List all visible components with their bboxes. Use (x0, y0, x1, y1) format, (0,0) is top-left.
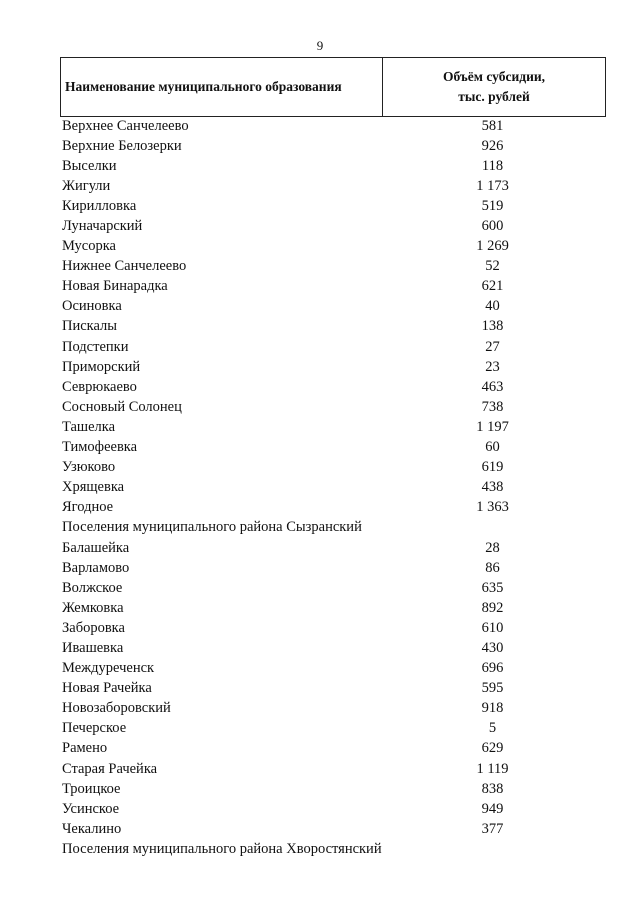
municipality-name: Чекалино (62, 820, 122, 837)
table-row (0, 699, 640, 719)
table-row (0, 337, 640, 357)
subsidy-value: 619 (481, 459, 504, 476)
subsidy-value: 1 119 (476, 760, 509, 777)
subsidy-value: 621 (481, 278, 504, 295)
section-heading-row (0, 518, 640, 538)
table-row (0, 779, 640, 799)
subsidy-value: 430 (481, 639, 504, 656)
municipality-name: Ягодное (62, 499, 114, 516)
table-row (0, 116, 640, 136)
subsidy-value: 438 (481, 479, 504, 496)
table-row (0, 156, 640, 176)
municipality-name: Кирилловка (62, 197, 137, 214)
table-row (0, 759, 640, 779)
value-column-header-line2: тыс. рублей (458, 89, 530, 104)
table-row (0, 196, 640, 216)
subsidy-value: 1 363 (476, 499, 509, 516)
subsidy-value: 610 (481, 619, 504, 636)
table-row (0, 659, 640, 679)
subsidy-value: 5 (488, 720, 497, 737)
municipality-name: Подстепки (62, 338, 129, 355)
subsidy-value: 838 (481, 780, 504, 797)
municipality-name: Междуреченск (62, 660, 155, 677)
table-row (0, 538, 640, 558)
municipality-name: Печерское (62, 720, 127, 737)
table-row (0, 598, 640, 618)
municipality-name: Осиновка (62, 298, 122, 315)
subsidy-value: 926 (481, 137, 504, 154)
subsidy-value: 635 (481, 579, 504, 596)
municipality-name: Узюково (62, 459, 116, 476)
subsidy-value: 519 (481, 197, 504, 214)
municipality-name: Ташелка (62, 418, 116, 435)
table-row (0, 216, 640, 236)
subsidy-value: 377 (481, 820, 504, 837)
subsidy-value: 86 (485, 559, 500, 576)
municipality-name: Поселения муниципального района Сызранский (62, 519, 362, 536)
municipality-name: Новозаборовский (62, 700, 171, 717)
table-row (0, 377, 640, 397)
table-row (0, 799, 640, 819)
municipality-name: Нижнее Санчелеево (62, 258, 187, 275)
municipality-name: Поселения муниципального района Хворостянский (62, 840, 382, 857)
municipality-name: Ивашевка (62, 639, 124, 656)
municipality-name: Верхние Белозерки (62, 137, 182, 154)
subsidy-value: 949 (481, 800, 504, 817)
subsidy-value: 40 (485, 298, 500, 315)
subsidy-value: 595 (481, 680, 504, 697)
municipality-name: Мусорка (62, 238, 116, 255)
table-header (60, 57, 606, 117)
section-heading-row (0, 839, 640, 859)
subsidy-value: 696 (481, 660, 504, 677)
table-row (0, 498, 640, 518)
subsidy-value: 1 197 (476, 418, 509, 435)
municipality-name: Севрюкаево (62, 378, 137, 395)
municipality-name: Пискалы (62, 318, 118, 335)
municipality-name: Балашейка (62, 539, 130, 556)
subsidy-value: 463 (481, 378, 504, 395)
table-row (0, 136, 640, 156)
table-row (0, 739, 640, 759)
municipality-name: Волжское (62, 579, 123, 596)
page-number: 9 (316, 38, 324, 53)
subsidy-value: 738 (481, 398, 504, 415)
municipality-name: Тимофеевка (62, 439, 138, 456)
subsidy-value: 629 (481, 740, 504, 757)
table-row (0, 176, 640, 196)
subsidy-value: 1 269 (476, 238, 509, 255)
name-column-header: Наименование муниципального образования (61, 58, 383, 116)
table-row (0, 417, 640, 437)
table-row (0, 478, 640, 498)
municipality-name: Заборовка (62, 619, 125, 636)
table-row (0, 578, 640, 598)
subsidy-value: 60 (485, 439, 500, 456)
table-body (0, 116, 640, 859)
table-row (0, 277, 640, 297)
subsidy-value: 52 (485, 258, 500, 275)
municipality-name: Троицкое (62, 780, 121, 797)
value-column-header (383, 58, 605, 116)
subsidy-value: 138 (481, 318, 504, 335)
subsidy-value: 27 (485, 338, 500, 355)
subsidy-value: 118 (481, 157, 504, 174)
table-row (0, 719, 640, 739)
subsidy-value: 23 (485, 358, 500, 375)
table-row (0, 618, 640, 638)
municipality-name: Жигули (62, 177, 111, 194)
municipality-name: Луначарский (62, 218, 143, 235)
subsidy-value: 28 (485, 539, 500, 556)
municipality-name: Варламово (62, 559, 130, 576)
table-row (0, 458, 640, 478)
municipality-name: Новая Рачейка (62, 680, 152, 697)
subsidy-value: 581 (481, 117, 504, 134)
table-row (0, 397, 640, 417)
table-row (0, 297, 640, 317)
municipality-name: Старая Рачейка (62, 760, 158, 777)
subsidy-value: 600 (481, 218, 504, 235)
table-row (0, 237, 640, 257)
municipality-name: Хрящевка (62, 479, 125, 496)
municipality-name: Усинское (62, 800, 120, 817)
subsidy-value: 1 173 (476, 177, 509, 194)
table-row (0, 558, 640, 578)
table-row (0, 438, 640, 458)
subsidy-value: 918 (481, 700, 504, 717)
table-row (0, 317, 640, 337)
subsidy-value: 892 (481, 599, 504, 616)
table-row (0, 819, 640, 839)
value-column-header-line1: Объём субсидии, (442, 69, 545, 84)
municipality-name: Жемковка (62, 599, 124, 616)
table-row (0, 638, 640, 658)
municipality-name: Верхнее Санчелеево (62, 117, 189, 134)
municipality-name: Сосновый Солонец (62, 398, 182, 415)
municipality-name: Выселки (62, 157, 117, 174)
table-row (0, 257, 640, 277)
table-row (0, 679, 640, 699)
table-row (0, 357, 640, 377)
municipality-name: Приморский (62, 358, 141, 375)
municipality-name: Новая Бинарадка (62, 278, 168, 295)
municipality-name: Рамено (62, 740, 108, 757)
